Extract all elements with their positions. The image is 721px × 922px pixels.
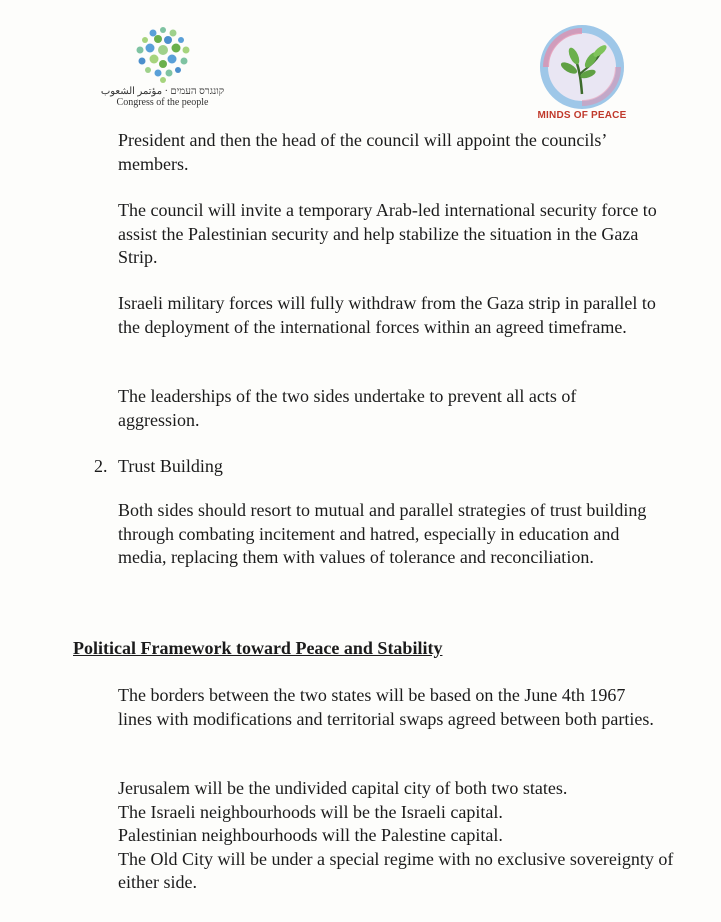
logo-caption-english: Congress of the people xyxy=(116,97,209,108)
paragraph-text: President and then the head of the council will appoint the councils’ members. xyxy=(118,130,607,174)
list-item-title: Trust Building xyxy=(118,456,223,476)
dots-cluster-icon xyxy=(128,24,198,86)
paragraph-council-members xyxy=(118,129,658,176)
paragraph-line: Palestinian neighbourhoods will the Palestine capital. xyxy=(118,825,503,845)
paragraph-line: Jerusalem will be the undivided capital city of both two states. xyxy=(118,778,568,798)
minds-of-peace-logo xyxy=(532,24,632,124)
logo-caption-hebrew-arabic: קונגרס העמים · مؤتمر الشعوب xyxy=(100,86,225,97)
list-item-trust-building xyxy=(94,455,223,479)
paragraph-jerusalem xyxy=(118,777,678,895)
section-heading: Political Framework toward Peace and Stability xyxy=(73,638,443,658)
paragraph-trust-building xyxy=(118,499,658,570)
paragraph-aggression xyxy=(118,385,658,432)
olive-branch-icon xyxy=(536,24,628,110)
paragraph-text: The council will invite a temporary Arab-led international security force to assist the Palestinian security and help stabilize the situation in the Gaza Strip. xyxy=(118,200,657,267)
paragraph-borders xyxy=(118,684,658,731)
congress-of-the-people-logo xyxy=(100,24,225,114)
paragraph-text: The leaderships of the two sides undertake to prevent all acts of aggression. xyxy=(118,386,577,430)
paragraph-withdrawal xyxy=(118,292,658,339)
paragraph-line: The Old City will be under a special regime with no exclusive sovereignty of either side. xyxy=(118,848,674,892)
paragraph-security-force xyxy=(118,199,658,270)
paragraph-text: Both sides should resort to mutual and parallel strategies of trust building through combating incitement and hatred, especially in education and media, replacing them with values of tolerance and reconciliation. xyxy=(118,500,647,567)
paragraph-text: The borders between the two states will be based on the June 4th 1967 lines with modifications and territorial swaps agreed between both parties. xyxy=(118,685,654,729)
list-number: 2. xyxy=(94,456,108,476)
paragraph-line: The Israeli neighbourhoods will be the Israeli capital. xyxy=(118,801,503,822)
paragraph-text: Israeli military forces will fully withdraw from the Gaza strip in parallel to the deployment of the international forces within an agreed timeframe. xyxy=(118,293,656,337)
logo-brand-name: MINDS OF PEACE xyxy=(537,110,627,121)
